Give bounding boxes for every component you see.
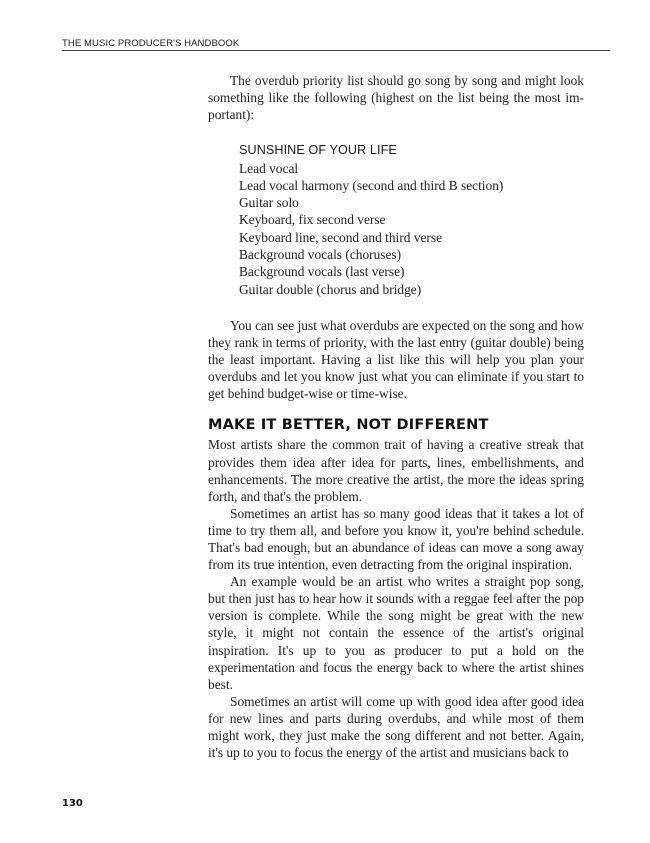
section-heading: MAKE IT BETTER, NOT DIFFERENT [208,417,489,434]
list-item: Keyboard line, second and third verse [239,229,443,245]
running-head: THE MUSIC PRODUCER'S HANDBOOK [62,38,240,49]
page-body [208,72,584,761]
list-item: Keyboard, fix second verse [239,212,386,228]
list-item: Background vocals (last verse) [239,264,405,280]
header-rule [62,50,610,51]
intro-paragraph: The overdub priority list should go song by song and might look something like the following (highest on the list being the most important): [208,73,584,123]
list-item: Background vocals (choruses) [239,247,402,263]
list-item: Guitar double (chorus and bridge) [239,281,422,297]
section-paragraph: Most artists share the common trait of having a creative streak that provides them idea after idea for parts, lines, embellishments, and enhancements. The more creative the artist, the more the ideas spring forth, and that's the problem. [208,437,584,504]
list-item: Guitar solo [239,195,299,211]
section-paragraph: Sometimes an artist will come up with good idea after good idea for new lines and parts during overdubs, and while most of them might work, they just make the song different and not better. Again, it's up to you to focus the energy of the artist and musicians back to [208,693,584,761]
section-paragraph: An example would be an artist who writes a straight pop song, but then just has to hear how it sounds with a reggae feel after the pop version is complete. While the song might be great with the new style, it might not contain the essence of the artist's original inspiration. It's up to you as producer to put a hold on the experimentation and focus the energy back to where the artist shines best. [208,574,584,692]
priority-list [239,142,584,298]
follow-paragraph: You can see just what overdubs are expected on the song and how they rank in terms of priority, with the last entry (guitar double) being the least important. Having a list like this will help you plan your overdubs and let you know just what you can eliminate if you start to get behind budget-wise or time-wise. [208,317,584,402]
priority-list-title: SUNSHINE OF YOUR LIFE [239,143,397,158]
section-paragraph: Sometimes an artist has so many good ideas that it takes a lot of time to try them all, and before you know it, you're behind schedule. That's bad enough, but an abundance of ideas can move a song away from its true intention, even detracting from the original inspiration. [208,505,584,573]
list-item: Lead vocal harmony (second and third B section) [239,177,504,193]
page-number: 130 [62,798,83,809]
list-item: Lead vocal [239,160,299,176]
